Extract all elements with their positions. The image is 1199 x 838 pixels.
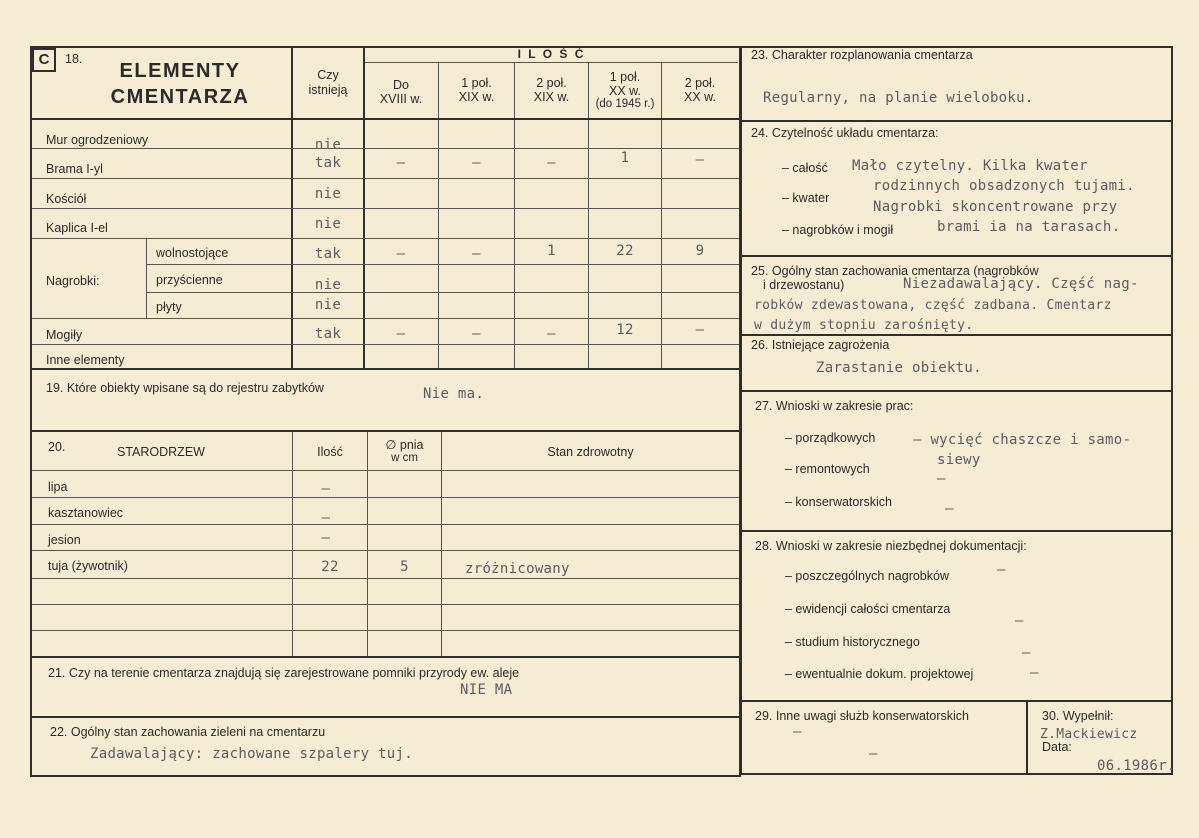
row-label-plyty: płyty [156, 300, 182, 314]
period-2-a: 1 poł. [461, 76, 492, 90]
s30-date-label: Data: [1042, 740, 1072, 754]
s26-top [742, 334, 1171, 336]
row-line [32, 148, 739, 149]
s27-label: 27. Wnioski w zakresie prac: [755, 399, 914, 413]
s22-label: 22. Ogólny stan zachowania zieleni na cmentarzu [50, 725, 326, 739]
s27-top [742, 390, 1171, 392]
s18-title-2: CMENTARZA [110, 86, 250, 108]
tree-name-tuja: tuja (żywotnik) [48, 559, 128, 573]
ilosc-header: I L O Ś Ć [517, 47, 586, 61]
cell-brama-3: – [547, 155, 556, 171]
col-exists-2: istnieją [308, 83, 348, 97]
s25-value-1: Niezadawalający. Część nag- [903, 276, 1139, 292]
s20-row-line [32, 497, 739, 498]
exists-brama: tak [314, 155, 342, 171]
s20-divider [367, 432, 368, 656]
tree-qty-jesion: – [321, 530, 331, 546]
s26-label: 26. Istniejące zagrożenia [751, 338, 890, 352]
s25-value-2: robków zdewastowana, część zadbana. Cmentarz [754, 298, 1112, 313]
s19-label: 19. Które obiekty wpisane są do rejestru zabytków [46, 381, 324, 395]
s20-number: 20. [48, 440, 66, 454]
row-line [32, 178, 739, 179]
s20-col-health: Stan zdrowotny [547, 445, 634, 459]
cell-wolno-3: 1 [547, 243, 556, 259]
tree-name-kasztan: kasztanowiec [48, 506, 124, 520]
tree-name-lipa: lipa [48, 480, 68, 494]
s30-label: 30. Wypełnił: [1042, 709, 1114, 723]
row-label-mur: Mur ogrodzeniowy [46, 133, 149, 147]
s24-top [742, 120, 1171, 122]
s27-value-2: siewy [937, 452, 981, 468]
s24-value-2: rodzinnych obsadzonych tujami. [873, 178, 1135, 194]
exists-przysc: nie [314, 277, 342, 293]
cell-wolno-1: – [396, 246, 406, 262]
s25-top [742, 255, 1171, 257]
exists-wolno: tak [314, 246, 342, 262]
nagrobki-divider [146, 238, 147, 318]
row-line [146, 292, 739, 293]
s28-item-1: – poszczególnych nagrobków [785, 569, 949, 583]
s28-value-3: – [1022, 645, 1031, 661]
s25-label-2: i drzewostanu) [763, 278, 845, 292]
s27-item-1: – porządkowych [785, 431, 876, 445]
s28-item-2: – ewidencji całości cmentarza [785, 602, 951, 616]
s24-label: 24. Czytelność układu cmentarza: [751, 126, 939, 140]
nagrobki-label: Nagrobki: [46, 274, 100, 288]
cell-brama-4: 1 [620, 150, 630, 166]
section-letter-box: C [32, 48, 56, 72]
period-4-c: (do 1945 r.) [595, 98, 655, 110]
col-exists-1: Czy [317, 68, 339, 82]
s19-top [32, 368, 739, 370]
cell-wolno-2: – [472, 246, 481, 262]
s23-value: Regularny, na planie wieloboku. [763, 90, 1034, 106]
s27-value-4: – [945, 501, 954, 517]
s22-top [32, 716, 739, 718]
cell-mogily-1: – [396, 326, 406, 342]
cell-brama-5: – [695, 152, 705, 168]
row-label-wolno: wolnostojące [156, 246, 229, 260]
row-label-kaplica: Kaplica I-el [46, 221, 108, 235]
tree-qty-kasztan: – [321, 510, 331, 526]
s28-item-3: – studium historycznego [785, 635, 920, 649]
row-label-mogily: Mogiły [46, 328, 83, 342]
s20-row-line [32, 630, 739, 631]
exists-kaplica: nie [314, 216, 342, 232]
cell-mogily-4: 12 [616, 322, 634, 338]
row-line [32, 344, 739, 345]
s19-value: Nie ma. [423, 386, 485, 402]
s21-value: NIE MA [460, 682, 513, 698]
s30-date: 06.1986r. [1097, 758, 1176, 774]
s18-header-bottom [32, 118, 739, 120]
ilosc-underline [365, 62, 738, 63]
s23-label: 23. Charakter rozplanowania cmentarza [751, 48, 973, 62]
period-1-b: XVIII w. [379, 92, 423, 106]
s25-label-1: 25. Ogólny stan zachowania cmentarza (nagrobków [751, 264, 1039, 278]
s25-value-3: w dużym stopniu zarośnięty. [754, 318, 974, 333]
s28-label: 28. Wnioski w zakresie niezbędnej dokumentacji: [755, 539, 1027, 553]
s24-item-1: – całość [782, 161, 828, 175]
cell-mogily-3: – [547, 326, 556, 342]
s27-item-3: – konserwatorskich [785, 495, 892, 509]
s27-value-3: – [937, 471, 946, 487]
s28-top [742, 530, 1171, 532]
exists-kosciol: nie [314, 186, 342, 202]
period-divider [514, 62, 515, 368]
row-label-przysc: przyścienne [156, 273, 223, 287]
exists-mogily: tak [314, 326, 342, 342]
period-3-b: XIX w. [533, 90, 570, 104]
s20-col-diam-2: w cm [391, 452, 418, 464]
s22-value: Zadawalający: zachowane szpalery tuj. [90, 746, 413, 762]
row-label-inne: Inne elementy [46, 353, 125, 367]
s20-col-qty: Ilość [317, 445, 343, 459]
exists-mur: nie [314, 137, 342, 153]
tree-qty-tuja: 22 [321, 559, 339, 575]
s27-value-1: – wycięć chaszcze i samo- [913, 432, 1132, 448]
s29-s30-divider [1026, 700, 1028, 775]
s24-value-1: Mało czytelny. Kilka kwater [852, 158, 1088, 174]
period-3-a: 2 poł. [536, 76, 567, 90]
s20-row-line [32, 524, 739, 525]
s18-title-1: ELEMENTY [119, 60, 241, 82]
tree-diam-tuja: 5 [400, 559, 409, 575]
row-line [32, 238, 739, 239]
cell-mogily-5: – [695, 322, 705, 338]
tree-health-tuja: zróżnicowany [465, 561, 570, 577]
cell-brama-1: – [396, 155, 406, 171]
row-line [146, 264, 739, 265]
row-label-kosciol: Kościół [46, 192, 87, 206]
s21-top [32, 656, 739, 658]
s28-value-4: – [1030, 665, 1039, 681]
s24-value-4: brami ia na tarasach. [937, 219, 1121, 235]
period-5-a: 2 poł. [684, 76, 716, 90]
s20-top [32, 430, 739, 432]
s20-row-line [32, 550, 739, 551]
period-2-b: XIX w. [458, 90, 495, 104]
s30-name: Z.Mackiewicz [1040, 727, 1138, 742]
period-4-a: 1 poł. [609, 70, 641, 84]
cell-brama-2: – [472, 155, 481, 171]
row-line [32, 208, 739, 209]
row-line [32, 318, 739, 319]
s28-value-2: – [1015, 613, 1024, 629]
cell-mogily-2: – [472, 326, 481, 342]
s29-value-1: – [793, 724, 802, 740]
s27-item-2: – remontowych [785, 462, 870, 476]
s28-item-4: – ewentualnie dokum. projektowej [785, 667, 974, 681]
period-divider [438, 62, 439, 368]
s18-number: 18. [65, 52, 83, 66]
s24-value-3: Nagrobki skoncentrowane przy [873, 199, 1118, 215]
s24-item-2: – kwater [782, 191, 830, 205]
tree-name-jesion: jesion [48, 533, 81, 547]
tree-qty-lipa: – [321, 481, 331, 497]
s20-header-bottom [32, 470, 739, 471]
cell-wolno-5: 9 [695, 243, 705, 259]
s21-label: 21. Czy na terenie cmentarza znajdują się zarejestrowane pomniki przyrody ew. aleje [48, 666, 520, 680]
period-1-a: Do [393, 78, 409, 92]
cell-wolno-4: 22 [616, 243, 634, 259]
s20-divider [441, 432, 442, 656]
period-5-b: XX w. [684, 90, 716, 104]
s20-row-line [32, 578, 739, 579]
s29-value-2: – [869, 746, 878, 762]
s29-top [742, 700, 1171, 702]
s20-title: STARODRZEW [117, 445, 205, 459]
s24-item-3: – nagrobków i mogił [782, 223, 894, 237]
exists-plyty: nie [314, 297, 342, 313]
s26-value: Zarastanie obiektu. [816, 360, 982, 376]
period-4-b: XX w. [609, 84, 641, 98]
row-label-brama: Brama I-yl [46, 162, 103, 176]
s28-value-1: – [997, 562, 1006, 578]
s29-label: 29. Inne uwagi służb konserwatorskich [755, 709, 970, 723]
s20-row-line [32, 604, 739, 605]
s20-col-diam-1: ∅ pnia [385, 438, 424, 452]
